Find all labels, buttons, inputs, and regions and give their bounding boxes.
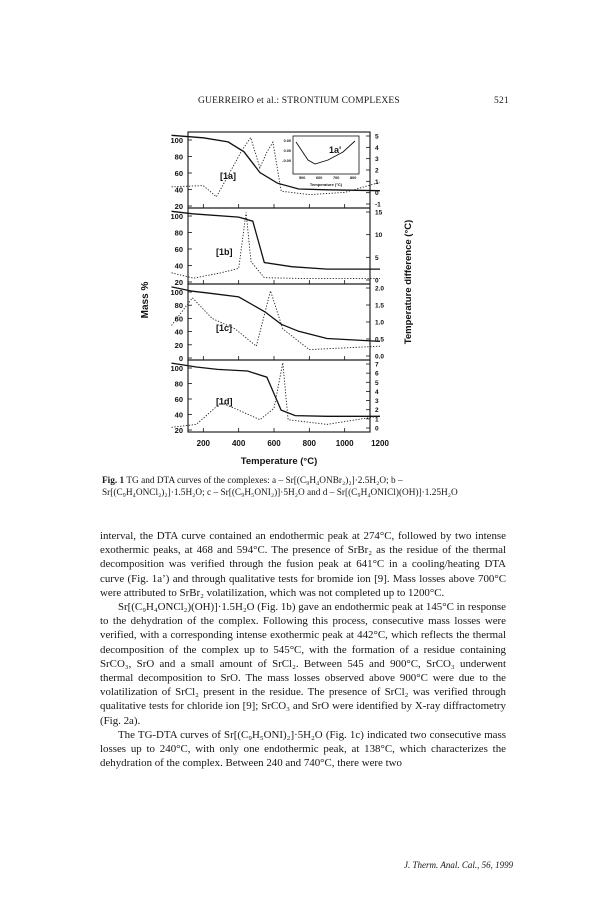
- right-tick-label: 2: [375, 167, 379, 175]
- left-tick-label: 40: [174, 185, 183, 195]
- right-tick-label: 0.0: [375, 353, 385, 361]
- right-tick-label: 2.0: [375, 285, 385, 293]
- left-tick-label: 80: [174, 379, 183, 389]
- inset-x-tick: 500: [299, 176, 306, 180]
- x-tick-label: 1200: [371, 439, 389, 448]
- tg-curve: [172, 211, 381, 269]
- left-tick-label: 100: [170, 212, 183, 221]
- inset-y-tick: -0.00: [282, 159, 291, 163]
- tg-curve: [172, 363, 381, 416]
- left-tick-label: 20: [174, 340, 183, 350]
- right-tick-label: 10: [375, 232, 383, 240]
- left-tick-label: 100: [170, 364, 183, 373]
- right-tick-label: 1.5: [375, 302, 385, 310]
- panel-2: [170, 208, 382, 287]
- x-tick-label: 1000: [335, 439, 354, 448]
- left-tick-label: 20: [174, 278, 183, 287]
- y-axis-label-right: Temperature difference (°C): [403, 219, 414, 345]
- tg-curve: [172, 287, 381, 342]
- right-tick-label: -1: [375, 201, 381, 209]
- left-tick-label: 60: [174, 245, 183, 254]
- left-tick-label: 20: [174, 426, 183, 435]
- inset-y-tick: 0.00: [283, 139, 291, 143]
- right-tick-label: 2: [375, 407, 379, 415]
- journal-footer: J. Therm. Anal. Cal., 56, 1999: [404, 860, 514, 870]
- inset-frame: [293, 136, 359, 174]
- x-tick-label: 400: [231, 439, 246, 448]
- left-tick-label: 60: [174, 169, 183, 178]
- y-axis-label-left: Mass %: [140, 281, 151, 319]
- right-tick-label: 1: [375, 178, 379, 186]
- left-tick-label: 80: [174, 301, 183, 311]
- paragraph-3: The TG-DTA curves of Sr[(C₉H₅ONI)₂]·5H₂O (Fig. 1c) indicated two consecutive mass losses up to 240°C, with only one endothermic peak, at 138°C, which characterizes the dehydration of the complex. Between 240 and 740°C, there were two: [100, 728, 506, 770]
- x-tick-label: 200: [196, 439, 211, 448]
- right-tick-label: 6: [375, 370, 379, 378]
- right-tick-label: 4: [375, 144, 379, 152]
- inset-plot: [282, 136, 359, 187]
- left-tick-label: 40: [174, 327, 183, 337]
- inset-y-tick: 0.00: [283, 149, 291, 153]
- panel-label: [1a]: [220, 171, 237, 182]
- page-number: 521: [494, 96, 509, 106]
- panel-4: [170, 360, 380, 435]
- body-text: [100, 529, 506, 770]
- paragraph-1: interval, the DTA curve contained an endothermic peak at 274°C, followed by two intense exothermic peaks, at 468 and 594°C. The presence of SrBr₂ as the residue of the thermal decomposition was verified through the fusion peak at 641°C in a cooling/heating DTA curve (Fig. 1a’) and through qualitative tests for bromide ion [9]. Mass losses above 700°C were attributed to SrBr₂ volatilization, which was not completed up to 1200°C.: [100, 530, 506, 599]
- left-tick-label: 100: [170, 136, 183, 145]
- right-tick-label: 0: [375, 425, 379, 433]
- dta-curve: [172, 363, 381, 428]
- right-tick-label: 7: [375, 361, 379, 369]
- right-tick-label: 5: [375, 254, 379, 262]
- left-tick-label: 80: [174, 228, 183, 238]
- right-tick-label: 3: [375, 398, 379, 406]
- right-tick-label: 0: [375, 277, 379, 285]
- left-tick-label: 40: [174, 410, 183, 420]
- inset-x-tick: 600: [316, 176, 323, 180]
- left-tick-label: 20: [174, 202, 183, 211]
- inset-x-tick: 800: [350, 176, 357, 180]
- left-tick-label: 60: [174, 314, 183, 324]
- inset-x-label: Temperature (°C): [309, 182, 343, 187]
- panel-frame: [188, 208, 370, 284]
- right-tick-label: 1.0: [375, 319, 385, 327]
- right-tick-label: 4: [375, 388, 379, 396]
- x-tick-label: 800: [302, 439, 317, 448]
- panel-1: [170, 132, 381, 211]
- figure-caption: [102, 476, 482, 499]
- inset-label: 1a': [329, 145, 342, 155]
- x-tick-label: 600: [267, 439, 281, 448]
- inset-x-tick: 700: [333, 176, 340, 180]
- right-tick-label: 1: [375, 416, 379, 424]
- panel-3: [170, 284, 384, 363]
- left-tick-label: 80: [174, 152, 183, 162]
- right-tick-label: 0.5: [375, 336, 385, 344]
- left-tick-label: 0: [178, 354, 183, 363]
- right-tick-label: 5: [375, 133, 379, 141]
- right-tick-label: 15: [375, 209, 383, 217]
- right-tick-label: 3: [375, 156, 379, 164]
- panel-label: [1c]: [216, 323, 233, 334]
- paragraph-2: Sr[(C₉H₄ONCl₂)(OH)]·1.5H₂O (Fig. 1b) gave an endothermic peak at 145°C in response to the dehydration of the complex. Following this process, consecutive mass losses were verified, with a corresponding intense exothermic peak at 442°C, which reflects the thermal decomposition of the complex up to 545°C, with the formation of a residue containing SrCO₃, SrO and a small amount of SrCl₂. Between 545 and 900°C, SrCO₃ underwent thermal decomposition to SrO. The mass losses observed above 900°C were due to the volatilization of SrCl₂ present in the residue. The presence of SrCl₂ was verified through qualitative tests for chloride ion [9]; SrCO₃ and SrO were identified by X-ray diffractometry (Fig. 2a).: [100, 601, 506, 727]
- right-tick-label: 0: [375, 190, 379, 198]
- panel-label: [1d]: [216, 396, 233, 407]
- caption-text: TG and DTA curves of the complexes: a – Sr[(C₉H₄ONBr₂)₂]·2.5H₂O; b – Sr[(C₉H₄ONCl₂)₂]·1.5H₂O; c – Sr[(C₉H₅ONI₂)]·5H₂O and d – Sr[(C₉H₄ONICl)(OH)]·1.25H₂O: [102, 476, 458, 498]
- right-tick-label: 5: [375, 379, 379, 387]
- running-head: GUERREIRO et al.: STRONTIUM COMPLEXES: [198, 96, 400, 106]
- x-axis-label: Temperature (°C): [240, 456, 318, 467]
- left-tick-label: 100: [170, 288, 183, 297]
- caption-label: Fig. 1: [102, 476, 125, 486]
- panel-label: [1b]: [216, 247, 233, 258]
- left-tick-label: 60: [174, 395, 183, 404]
- left-tick-label: 40: [174, 261, 183, 271]
